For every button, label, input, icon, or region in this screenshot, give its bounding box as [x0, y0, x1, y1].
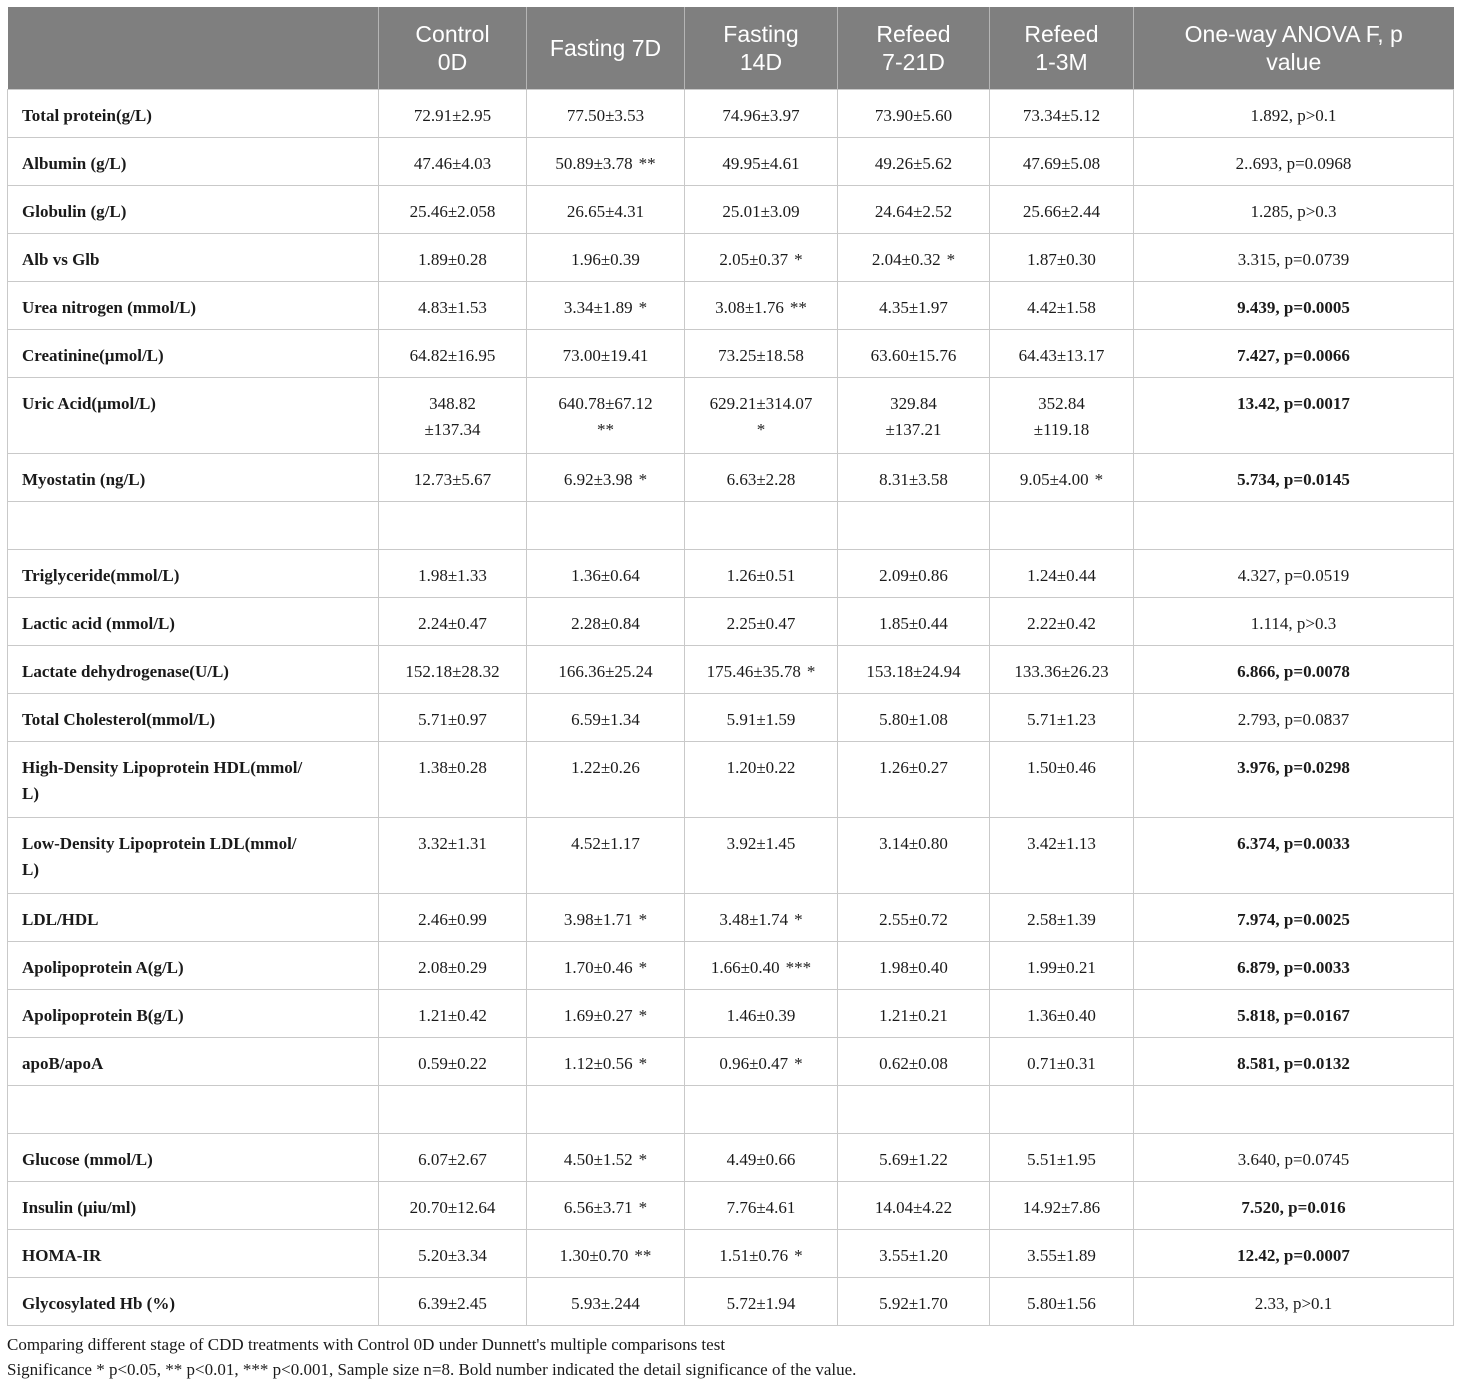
header-row: [8, 7, 1454, 90]
value-cell: 2.24±0.47: [379, 598, 527, 646]
value-cell: 73.25±18.58: [685, 330, 838, 378]
row-label: Apolipoprotein B(g/L): [8, 990, 379, 1038]
spacer-cell: [8, 1086, 379, 1134]
value-cell: 640.78±67.12 **: [527, 378, 685, 454]
value-cell: 1.24±0.44: [990, 550, 1134, 598]
value-cell: 5.20±3.34: [379, 1230, 527, 1278]
value-cell: 73.90±5.60: [838, 90, 990, 138]
row-label: Uric Acid(µmol/L): [8, 378, 379, 454]
table-row: [8, 550, 1454, 598]
row-label: HOMA-IR: [8, 1230, 379, 1278]
table-row: [8, 818, 1454, 894]
significance-marker: *: [638, 1150, 648, 1169]
row-label: Alb vs Glb: [8, 234, 379, 282]
value-cell: 1.98±1.33: [379, 550, 527, 598]
value-cell: 1.96±0.39: [527, 234, 685, 282]
anova-cell: 7.520, p=0.016: [1134, 1182, 1454, 1230]
value-cell: 1.20±0.22: [685, 742, 838, 818]
table-row: [8, 694, 1454, 742]
value-cell: 2.28±0.84: [527, 598, 685, 646]
value-cell: 1.30±0.70 **: [527, 1230, 685, 1278]
significance-marker: **: [634, 1246, 652, 1265]
value-cell: 26.65±4.31: [527, 186, 685, 234]
value-cell: 5.91±1.59: [685, 694, 838, 742]
row-label: Triglyceride(mmol/L): [8, 550, 379, 598]
anova-cell: 4.327, p=0.0519: [1134, 550, 1454, 598]
value-cell: 3.08±1.76 **: [685, 282, 838, 330]
value-cell: 6.59±1.34: [527, 694, 685, 742]
value-cell: 1.46±0.39: [685, 990, 838, 1038]
value-cell: 64.43±13.17: [990, 330, 1134, 378]
value-cell: 25.46±2.058: [379, 186, 527, 234]
anova-cell: 2..693, p=0.0968: [1134, 138, 1454, 186]
table-row: [8, 1182, 1454, 1230]
value-cell: 2.05±0.37 *: [685, 234, 838, 282]
spacer-cell: [527, 1086, 685, 1134]
anova-cell: 2.33, p>0.1: [1134, 1278, 1454, 1326]
column-header-6: One-way ANOVA F, p value: [1134, 7, 1454, 90]
value-cell: 6.07±2.67: [379, 1134, 527, 1182]
table-footnotes: [7, 1332, 1453, 1382]
value-cell: 629.21±314.07 *: [685, 378, 838, 454]
row-label: Glycosylated Hb (%): [8, 1278, 379, 1326]
anova-cell: 1.285, p>0.3: [1134, 186, 1454, 234]
value-cell: 3.32±1.31: [379, 818, 527, 894]
value-cell: 25.01±3.09: [685, 186, 838, 234]
spacer-cell: [379, 502, 527, 550]
table-figure: [7, 7, 1453, 1382]
value-cell: 50.89±3.78 **: [527, 138, 685, 186]
anova-cell: 3.976, p=0.0298: [1134, 742, 1454, 818]
value-cell: 1.22±0.26: [527, 742, 685, 818]
anova-cell: 7.427, p=0.0066: [1134, 330, 1454, 378]
spacer-cell: [990, 1086, 1134, 1134]
row-label: Total protein(g/L): [8, 90, 379, 138]
value-cell: 329.84 ±137.21: [838, 378, 990, 454]
value-cell: 12.73±5.67: [379, 454, 527, 502]
significance-marker: *: [638, 910, 648, 929]
value-cell: 1.26±0.27: [838, 742, 990, 818]
column-header-0: [8, 7, 379, 90]
value-cell: 47.46±4.03: [379, 138, 527, 186]
value-cell: 3.48±1.74 *: [685, 894, 838, 942]
value-cell: 5.71±0.97: [379, 694, 527, 742]
value-cell: 3.98±1.71 *: [527, 894, 685, 942]
table-row: [8, 330, 1454, 378]
table-body: [8, 90, 1454, 1326]
value-cell: 4.49±0.66: [685, 1134, 838, 1182]
column-header-3: Fasting 14D: [685, 7, 838, 90]
value-cell: 133.36±26.23: [990, 646, 1134, 694]
value-cell: 6.92±3.98 *: [527, 454, 685, 502]
value-cell: 153.18±24.94: [838, 646, 990, 694]
anova-cell: 13.42, p=0.0017: [1134, 378, 1454, 454]
value-cell: 7.76±4.61: [685, 1182, 838, 1230]
significance-marker: *: [638, 298, 648, 317]
significance-marker: *: [638, 958, 648, 977]
value-cell: 1.21±0.42: [379, 990, 527, 1038]
value-cell: 4.83±1.53: [379, 282, 527, 330]
value-cell: 4.50±1.52 *: [527, 1134, 685, 1182]
significance-marker: **: [789, 298, 807, 317]
spacer-cell: [990, 502, 1134, 550]
value-cell: 1.85±0.44: [838, 598, 990, 646]
anova-cell: 5.818, p=0.0167: [1134, 990, 1454, 1038]
value-cell: 1.51±0.76 *: [685, 1230, 838, 1278]
value-cell: 1.66±0.40 ***: [685, 942, 838, 990]
anova-cell: 9.439, p=0.0005: [1134, 282, 1454, 330]
value-cell: 1.50±0.46: [990, 742, 1134, 818]
anova-cell: 2.793, p=0.0837: [1134, 694, 1454, 742]
row-label: Myostatin (ng/L): [8, 454, 379, 502]
value-cell: 1.36±0.64: [527, 550, 685, 598]
value-cell: 5.51±1.95: [990, 1134, 1134, 1182]
value-cell: 3.92±1.45: [685, 818, 838, 894]
significance-marker: *: [794, 250, 803, 269]
value-cell: 5.69±1.22: [838, 1134, 990, 1182]
anova-cell: 1.114, p>0.3: [1134, 598, 1454, 646]
value-cell: 8.31±3.58: [838, 454, 990, 502]
value-cell: 2.58±1.39: [990, 894, 1134, 942]
value-cell: 20.70±12.64: [379, 1182, 527, 1230]
value-cell: 14.04±4.22: [838, 1182, 990, 1230]
value-cell: 2.04±0.32 *: [838, 234, 990, 282]
significance-marker: *: [638, 1198, 648, 1217]
value-cell: 1.12±0.56 *: [527, 1038, 685, 1086]
value-cell: 47.69±5.08: [990, 138, 1134, 186]
value-cell: 6.39±2.45: [379, 1278, 527, 1326]
significance-marker: *: [794, 1246, 803, 1265]
significance-marker: *: [946, 250, 956, 269]
value-cell: 9.05±4.00 *: [990, 454, 1134, 502]
column-header-4: Refeed 7-21D: [838, 7, 990, 90]
table-row: [8, 90, 1454, 138]
significance-marker: **: [638, 154, 656, 173]
row-label: Lactate dehydrogenase(U/L): [8, 646, 379, 694]
column-header-5: Refeed 1-3M: [990, 7, 1134, 90]
value-cell: 63.60±15.76: [838, 330, 990, 378]
value-cell: 24.64±2.52: [838, 186, 990, 234]
value-cell: 3.55±1.89: [990, 1230, 1134, 1278]
significance-marker: *: [794, 1054, 803, 1073]
value-cell: 14.92±7.86: [990, 1182, 1134, 1230]
spacer-cell: [685, 1086, 838, 1134]
value-cell: 0.96±0.47 *: [685, 1038, 838, 1086]
table-row: [8, 942, 1454, 990]
value-cell: 4.42±1.58: [990, 282, 1134, 330]
value-cell: 1.36±0.40: [990, 990, 1134, 1038]
value-cell: 4.52±1.17: [527, 818, 685, 894]
value-cell: 74.96±3.97: [685, 90, 838, 138]
footnote-method: Comparing different stage of CDD treatments with Control 0D under Dunnett's multiple comparisons test: [7, 1335, 726, 1354]
spacer-cell: [527, 502, 685, 550]
section-spacer-row: [8, 1086, 1454, 1134]
value-cell: 0.62±0.08: [838, 1038, 990, 1086]
row-label: Insulin (µiu/ml): [8, 1182, 379, 1230]
value-cell: 73.00±19.41: [527, 330, 685, 378]
value-cell: 3.34±1.89 *: [527, 282, 685, 330]
value-cell: 72.91±2.95: [379, 90, 527, 138]
value-cell: 348.82 ±137.34: [379, 378, 527, 454]
value-cell: 4.35±1.97: [838, 282, 990, 330]
anova-cell: 3.315, p=0.0739: [1134, 234, 1454, 282]
value-cell: 1.21±0.21: [838, 990, 990, 1038]
value-cell: 1.89±0.28: [379, 234, 527, 282]
value-cell: 0.59±0.22: [379, 1038, 527, 1086]
value-cell: 49.95±4.61: [685, 138, 838, 186]
value-cell: 1.70±0.46 *: [527, 942, 685, 990]
significance-marker: *: [794, 910, 803, 929]
table-row: [8, 186, 1454, 234]
row-label: Creatinine(µmol/L): [8, 330, 379, 378]
anova-cell: 6.879, p=0.0033: [1134, 942, 1454, 990]
column-header-2: Fasting 7D: [527, 7, 685, 90]
table-row: [8, 282, 1454, 330]
significance-marker: *: [1094, 470, 1104, 489]
value-cell: 1.69±0.27 *: [527, 990, 685, 1038]
value-cell: 152.18±28.32: [379, 646, 527, 694]
value-cell: 1.26±0.51: [685, 550, 838, 598]
table-row: [8, 1230, 1454, 1278]
row-label: Apolipoprotein A(g/L): [8, 942, 379, 990]
value-cell: 175.46±35.78 *: [685, 646, 838, 694]
table-row: [8, 598, 1454, 646]
value-cell: 49.26±5.62: [838, 138, 990, 186]
row-label: apoB/apoA: [8, 1038, 379, 1086]
value-cell: 64.82±16.95: [379, 330, 527, 378]
value-cell: 3.42±1.13: [990, 818, 1134, 894]
spacer-cell: [1134, 502, 1454, 550]
table-row: [8, 138, 1454, 186]
value-cell: 2.08±0.29: [379, 942, 527, 990]
value-cell: 6.56±3.71 *: [527, 1182, 685, 1230]
significance-marker: *: [638, 1006, 648, 1025]
value-cell: 2.09±0.86: [838, 550, 990, 598]
value-cell: 3.55±1.20: [838, 1230, 990, 1278]
anova-cell: 5.734, p=0.0145: [1134, 454, 1454, 502]
row-label: Total Cholesterol(mmol/L): [8, 694, 379, 742]
row-label: Globulin (g/L): [8, 186, 379, 234]
row-label: LDL/HDL: [8, 894, 379, 942]
table-row: [8, 1038, 1454, 1086]
value-cell: 352.84 ±119.18: [990, 378, 1134, 454]
significance-marker: ***: [785, 958, 812, 977]
value-cell: 73.34±5.12: [990, 90, 1134, 138]
table-row: [8, 742, 1454, 818]
value-cell: 2.22±0.42: [990, 598, 1134, 646]
lab-results-table: [7, 7, 1454, 1326]
anova-cell: 8.581, p=0.0132: [1134, 1038, 1454, 1086]
table-row: [8, 990, 1454, 1038]
value-cell: 166.36±25.24: [527, 646, 685, 694]
spacer-cell: [8, 502, 379, 550]
row-label: Low-Density Lipoprotein LDL(mmol/ L): [8, 818, 379, 894]
anova-cell: 1.892, p>0.1: [1134, 90, 1454, 138]
table-row: [8, 1278, 1454, 1326]
spacer-cell: [838, 1086, 990, 1134]
anova-cell: 6.866, p=0.0078: [1134, 646, 1454, 694]
value-cell: 6.63±2.28: [685, 454, 838, 502]
value-cell: 5.71±1.23: [990, 694, 1134, 742]
value-cell: 77.50±3.53: [527, 90, 685, 138]
table-row: [8, 454, 1454, 502]
spacer-cell: [838, 502, 990, 550]
value-cell: 2.25±0.47: [685, 598, 838, 646]
value-cell: 5.92±1.70: [838, 1278, 990, 1326]
row-label: Lactic acid (mmol/L): [8, 598, 379, 646]
significance-marker: *: [638, 1054, 648, 1073]
table-row: [8, 1134, 1454, 1182]
row-label: Glucose (mmol/L): [8, 1134, 379, 1182]
value-cell: 5.72±1.94: [685, 1278, 838, 1326]
value-cell: 1.87±0.30: [990, 234, 1134, 282]
value-cell: 5.80±1.08: [838, 694, 990, 742]
value-cell: 0.71±0.31: [990, 1038, 1134, 1086]
spacer-cell: [685, 502, 838, 550]
value-cell: 1.38±0.28: [379, 742, 527, 818]
row-label: High-Density Lipoprotein HDL(mmol/ L): [8, 742, 379, 818]
significance-marker: *: [638, 470, 648, 489]
anova-cell: 6.374, p=0.0033: [1134, 818, 1454, 894]
table-row: [8, 378, 1454, 454]
value-cell: 3.14±0.80: [838, 818, 990, 894]
column-header-1: Control 0D: [379, 7, 527, 90]
section-spacer-row: [8, 502, 1454, 550]
value-cell: 1.99±0.21: [990, 942, 1134, 990]
row-label: Albumin (g/L): [8, 138, 379, 186]
value-cell: 25.66±2.44: [990, 186, 1134, 234]
value-cell: 2.55±0.72: [838, 894, 990, 942]
spacer-cell: [379, 1086, 527, 1134]
anova-cell: 3.640, p=0.0745: [1134, 1134, 1454, 1182]
table-row: [8, 894, 1454, 942]
value-cell: 5.93±.244: [527, 1278, 685, 1326]
value-cell: 1.98±0.40: [838, 942, 990, 990]
spacer-cell: [1134, 1086, 1454, 1134]
footnote-significance: Significance * p<0.05, ** p<0.01, *** p<0.001, Sample size n=8. Bold number indicated the detail significance of the value.: [7, 1360, 857, 1379]
anova-cell: 7.974, p=0.0025: [1134, 894, 1454, 942]
value-cell: 2.46±0.99: [379, 894, 527, 942]
significance-marker: *: [806, 662, 816, 681]
value-cell: 5.80±1.56: [990, 1278, 1134, 1326]
row-label: Urea nitrogen (mmol/L): [8, 282, 379, 330]
table-row: [8, 234, 1454, 282]
table-row: [8, 646, 1454, 694]
anova-cell: 12.42, p=0.0007: [1134, 1230, 1454, 1278]
